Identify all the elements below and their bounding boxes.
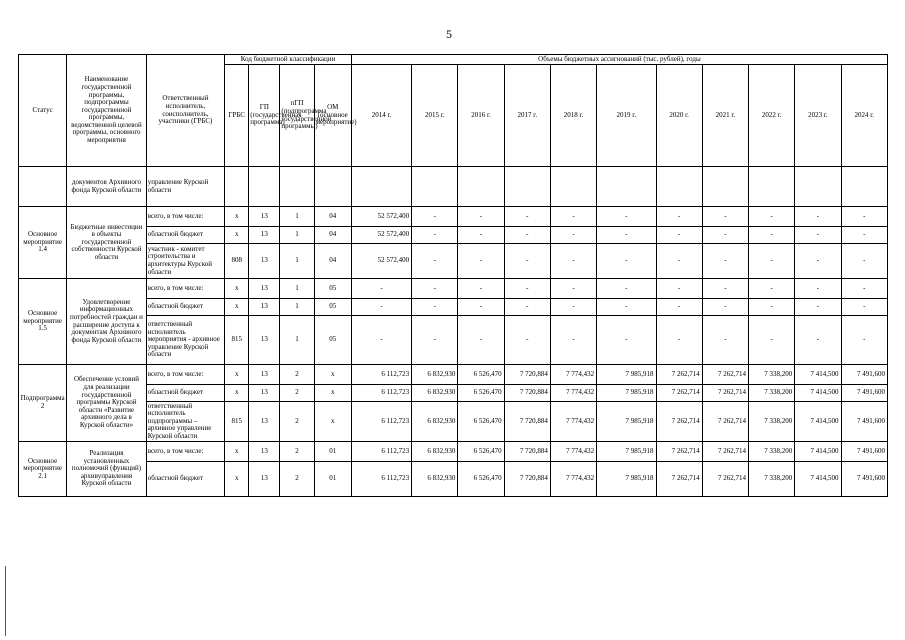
grbs-cell: х (225, 442, 249, 462)
col-year: 2017 г. (504, 65, 550, 167)
value-cell: 7 262,714 (702, 385, 748, 402)
value-cell: 7 338,200 (749, 462, 795, 497)
status-cell: Основное мероприятие 1.4 (19, 207, 67, 279)
value-cell: 6 112,723 (351, 365, 411, 385)
status-cell (19, 167, 67, 207)
executor-cell: всего, в том числе: (146, 207, 224, 227)
col-status: Статус (19, 55, 67, 167)
value-cell: 6 526,470 (458, 365, 504, 385)
value-cell: 7 774,432 (550, 402, 596, 442)
value-cell: - (702, 279, 748, 299)
table-row (19, 299, 888, 316)
pgp-cell: 1 (280, 207, 314, 227)
executor-cell: ответственный исполнитель подпрограммы – архивное управление Курской области (146, 402, 224, 442)
pgp-cell: 1 (280, 227, 314, 244)
grbs-cell: х (225, 365, 249, 385)
om-cell: х (314, 365, 351, 385)
grbs-cell: х (225, 227, 249, 244)
value-cell: 7 985,918 (597, 442, 656, 462)
value-cell: 7 720,884 (504, 385, 550, 402)
executor-cell: всего, в том числе: (146, 279, 224, 299)
gp-cell: 13 (249, 365, 280, 385)
value-cell: - (412, 207, 458, 227)
value-cell: 7 414,500 (795, 402, 841, 442)
om-cell: 05 (314, 279, 351, 299)
value-cell: - (795, 316, 841, 365)
value-cell: 7 720,884 (504, 402, 550, 442)
grbs-cell: х (225, 385, 249, 402)
value-cell: 7 491,600 (841, 442, 888, 462)
name-cell: документов Архивного фонда Курской области (67, 167, 146, 207)
executor-cell: областной бюджет (146, 462, 224, 497)
value-cell: 7 774,432 (550, 462, 596, 497)
value-cell: - (412, 227, 458, 244)
gp-cell: 13 (249, 279, 280, 299)
gp-cell: 13 (249, 207, 280, 227)
value-cell: 6 832,930 (412, 402, 458, 442)
col-grbs: ГРБС (225, 65, 249, 167)
value-cell: 6 526,470 (458, 462, 504, 497)
gp-cell: 13 (249, 385, 280, 402)
table-row (19, 365, 888, 385)
value-cell: 7 491,600 (841, 385, 888, 402)
col-om: ОМ (основное мероприятие) (314, 65, 351, 167)
om-cell: 04 (314, 227, 351, 244)
gp-cell: 13 (249, 462, 280, 497)
value-cell: - (550, 316, 596, 365)
value-cell: 7 262,714 (702, 402, 748, 442)
continuation-row (19, 167, 888, 207)
executor-cell: всего, в том числе: (146, 442, 224, 462)
executor-cell: управление Курской области (146, 167, 224, 207)
value-cell: - (412, 244, 458, 279)
col-year: 2014 г. (351, 65, 411, 167)
status-cell: Основное мероприятие 2.1 (19, 442, 67, 497)
om-cell: 04 (314, 244, 351, 279)
value-cell: 7 262,714 (656, 442, 702, 462)
grbs-cell: х (225, 279, 249, 299)
col-year: 2020 г. (656, 65, 702, 167)
value-cell: - (749, 207, 795, 227)
value-cell: 7 414,500 (795, 365, 841, 385)
value-cell: - (656, 279, 702, 299)
value-cell: - (550, 227, 596, 244)
pgp-cell: 2 (280, 442, 314, 462)
value-cell: - (749, 299, 795, 316)
om-cell: 01 (314, 442, 351, 462)
value-cell: 7 774,432 (550, 365, 596, 385)
value-cell: 7 720,884 (504, 442, 550, 462)
value-cell: - (412, 316, 458, 365)
value-cell: 6 112,723 (351, 442, 411, 462)
om-cell: 05 (314, 299, 351, 316)
value-cell: 7 262,714 (656, 385, 702, 402)
status-cell: Основное мероприятие 1.5 (19, 279, 67, 365)
value-cell: 7 414,500 (795, 385, 841, 402)
value-cell: 7 985,918 (597, 402, 656, 442)
value-cell: - (550, 299, 596, 316)
gp-cell: 13 (249, 227, 280, 244)
value-cell: - (412, 299, 458, 316)
value-cell: 6 526,470 (458, 442, 504, 462)
col-pgp: пГП (подпрограмма государственной программы) (280, 65, 314, 167)
value-cell: 7 985,918 (597, 462, 656, 497)
gp-cell: 13 (249, 316, 280, 365)
value-cell: - (597, 244, 656, 279)
value-cell: - (702, 316, 748, 365)
value-cell: - (702, 227, 748, 244)
value-cell: 6 832,930 (412, 462, 458, 497)
margin-line (5, 566, 6, 636)
value-cell: 52 572,400 (351, 227, 411, 244)
value-cell: - (841, 316, 888, 365)
value-cell: - (656, 316, 702, 365)
value-cell: - (597, 207, 656, 227)
executor-cell: участник - комитет строительства и архитектуры Курской области (146, 244, 224, 279)
value-cell: - (841, 299, 888, 316)
value-cell: 7 262,714 (702, 462, 748, 497)
value-cell: - (504, 299, 550, 316)
col-year: 2016 г. (458, 65, 504, 167)
executor-cell: областной бюджет (146, 385, 224, 402)
grbs-cell: х (225, 207, 249, 227)
value-cell: 7 338,200 (749, 365, 795, 385)
col-year: 2022 г. (749, 65, 795, 167)
pgp-cell: 1 (280, 299, 314, 316)
pgp-cell: 2 (280, 402, 314, 442)
value-cell: 7 262,714 (656, 402, 702, 442)
status-cell: Подпрограмма 2 (19, 365, 67, 442)
value-cell: - (550, 279, 596, 299)
name-cell: Удовлетворение информационных потребностей граждан и расширение доступа к документам Архивного фонда Курской области (67, 279, 146, 365)
value-cell: - (504, 244, 550, 279)
table-row (19, 227, 888, 244)
value-cell: - (749, 244, 795, 279)
value-cell: 6 832,930 (412, 442, 458, 462)
page-number: 5 (446, 27, 452, 41)
value-cell: - (458, 207, 504, 227)
value-cell: - (702, 244, 748, 279)
gp-cell: 13 (249, 244, 280, 279)
value-cell: 7 491,600 (841, 365, 888, 385)
executor-cell: ответственный исполнитель мероприятия - архивное управление Курской области (146, 316, 224, 365)
value-cell: - (550, 207, 596, 227)
value-cell: - (550, 244, 596, 279)
value-cell: 7 262,714 (702, 442, 748, 462)
value-cell: 7 262,714 (656, 462, 702, 497)
table-row (19, 244, 888, 279)
value-cell: 7 262,714 (702, 365, 748, 385)
value-cell: - (351, 299, 411, 316)
grbs-cell: 808 (225, 244, 249, 279)
value-cell: - (458, 244, 504, 279)
value-cell: 7 262,714 (656, 365, 702, 385)
value-cell: 6 526,470 (458, 385, 504, 402)
value-cell: 6 112,723 (351, 385, 411, 402)
value-cell: - (458, 316, 504, 365)
col-gp: ГП (государственная программа) (249, 65, 280, 167)
col-group-bk: Код бюджетной классификации (225, 55, 352, 65)
col-year: 2024 г. (841, 65, 888, 167)
value-cell: - (841, 279, 888, 299)
value-cell: 7 338,200 (749, 385, 795, 402)
value-cell: - (656, 299, 702, 316)
col-year: 2018 г. (550, 65, 596, 167)
value-cell: 7 985,918 (597, 365, 656, 385)
table-row (19, 207, 888, 227)
value-cell: 6 112,723 (351, 462, 411, 497)
col-year: 2021 г. (702, 65, 748, 167)
pgp-cell: 1 (280, 279, 314, 299)
col-year: 2019 г. (597, 65, 656, 167)
value-cell: 6 526,470 (458, 402, 504, 442)
gp-cell: 13 (249, 299, 280, 316)
value-cell: 7 414,500 (795, 462, 841, 497)
value-cell: - (749, 227, 795, 244)
value-cell: - (702, 207, 748, 227)
executor-cell: областной бюджет (146, 299, 224, 316)
value-cell: - (597, 279, 656, 299)
value-cell: - (702, 299, 748, 316)
value-cell: - (504, 316, 550, 365)
value-cell: - (841, 207, 888, 227)
col-year: 2023 г. (795, 65, 841, 167)
value-cell: 7 491,600 (841, 402, 888, 442)
value-cell: - (504, 207, 550, 227)
table-row (19, 442, 888, 462)
pgp-cell: 2 (280, 365, 314, 385)
om-cell: 04 (314, 207, 351, 227)
col-year: 2015 г. (412, 65, 458, 167)
budget-table (18, 54, 888, 497)
value-cell: - (458, 227, 504, 244)
value-cell: 52 572,400 (351, 244, 411, 279)
table-row (19, 385, 888, 402)
value-cell: 7 985,918 (597, 385, 656, 402)
table-row (19, 279, 888, 299)
om-cell: х (314, 402, 351, 442)
value-cell: - (351, 279, 411, 299)
grbs-cell: 815 (225, 316, 249, 365)
value-cell: 7 720,884 (504, 462, 550, 497)
value-cell: - (656, 244, 702, 279)
value-cell: 7 774,432 (550, 442, 596, 462)
gp-cell: 13 (249, 402, 280, 442)
grbs-cell: х (225, 299, 249, 316)
pgp-cell: 1 (280, 244, 314, 279)
value-cell: 7 414,500 (795, 442, 841, 462)
value-cell: 7 720,884 (504, 365, 550, 385)
value-cell: - (656, 227, 702, 244)
value-cell: 7 491,600 (841, 462, 888, 497)
value-cell: 6 112,723 (351, 402, 411, 442)
value-cell: - (841, 227, 888, 244)
table-row (19, 316, 888, 365)
executor-cell: всего, в том числе: (146, 365, 224, 385)
grbs-cell: 815 (225, 402, 249, 442)
gp-cell: 13 (249, 442, 280, 462)
value-cell: 7 338,200 (749, 402, 795, 442)
value-cell: - (597, 299, 656, 316)
value-cell: 52 572,400 (351, 207, 411, 227)
om-cell: х (314, 385, 351, 402)
grbs-cell: х (225, 462, 249, 497)
pgp-cell: 2 (280, 385, 314, 402)
value-cell: - (412, 279, 458, 299)
value-cell: - (795, 299, 841, 316)
name-cell: Бюджетные инвестиции в объекты государственной собственности Курской области (67, 207, 146, 279)
col-group-volume: Объемы бюджетных ассигнований (тыс. рублей), годы (351, 55, 887, 65)
value-cell: 7 338,200 (749, 442, 795, 462)
value-cell: - (795, 227, 841, 244)
pgp-cell: 1 (280, 316, 314, 365)
om-cell: 05 (314, 316, 351, 365)
value-cell: - (841, 244, 888, 279)
value-cell: - (597, 316, 656, 365)
value-cell: - (504, 227, 550, 244)
table-row (19, 462, 888, 497)
value-cell: - (656, 207, 702, 227)
value-cell: - (749, 316, 795, 365)
value-cell: - (458, 299, 504, 316)
pgp-cell: 2 (280, 462, 314, 497)
value-cell: - (504, 279, 550, 299)
value-cell: 7 774,432 (550, 385, 596, 402)
name-cell: Реализация установленных полномочий (функций) архивуправления Курской области (67, 442, 146, 497)
table-body (19, 167, 888, 497)
col-executor: Ответственный исполнитель, соисполнитель, участники (ГРБС) (146, 55, 224, 167)
table-row (19, 402, 888, 442)
value-cell: - (458, 279, 504, 299)
value-cell: 6 832,930 (412, 365, 458, 385)
col-name: Наименование государственной программы, подпрограммы государственной программы, ведомственной целевой программы, основного мероприятия (67, 55, 146, 167)
value-cell: - (351, 316, 411, 365)
om-cell: 01 (314, 462, 351, 497)
value-cell: - (795, 244, 841, 279)
value-cell: - (749, 279, 795, 299)
value-cell: 6 832,930 (412, 385, 458, 402)
executor-cell: областной бюджет (146, 227, 224, 244)
value-cell: - (795, 207, 841, 227)
value-cell: - (597, 227, 656, 244)
value-cell: - (795, 279, 841, 299)
name-cell: Обеспечение условий для реализации государственной программы Курской области «Развитие архивного дела в Курской области» (67, 365, 146, 442)
